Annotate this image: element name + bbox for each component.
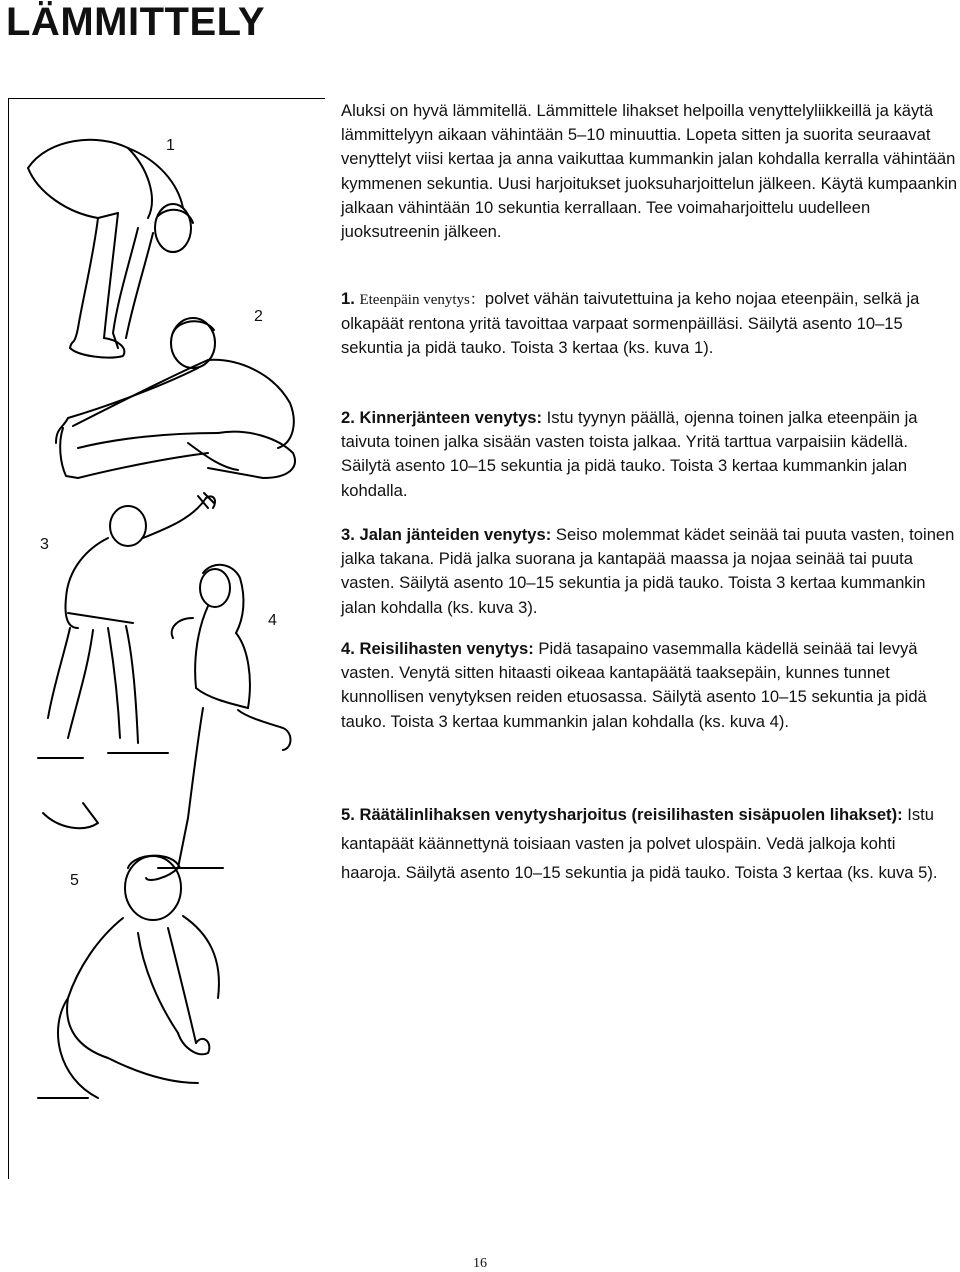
intro-paragraph — [341, 99, 959, 244]
stretch-4 — [341, 637, 959, 734]
figure-label-1: 1 — [166, 137, 175, 154]
intro-text: Aluksi on hyvä lämmitellä. Lämmittele lihakset helpoilla venyttelyliikkeillä ja käytä lämmittelyyn aikaan vähintään 5–10 minuuttia. Lopeta sitten ja suorita seuraavat venyttelyt viisi kertaa ja anna vaikuttaa kummankin jalan kohdalla kerralla vähintään kymmenen sekuntia. Uusi harjoitukset juoksuharjoittelun jälkeen. Käytä kumpaankin jalkaan vähintään 10 sekuntia kerrallaan. Tee voimaharjoittelu uudelleen juoksutreenin jälkeen. — [341, 101, 958, 242]
stretch-5 — [341, 800, 959, 887]
figure-label-5: 5 — [70, 872, 79, 889]
stretch-3 — [341, 523, 959, 620]
figure-3-calf-stretch — [38, 493, 215, 828]
figure-2-seated-stretch — [56, 318, 295, 478]
stretch-4-text: Pidä tasapaino vasemmalla kädellä seinää tai levyä vasten. Venytä sitten hitaasti oikeaa kantapäätä taaksepäin, kunnes tunnet kunnollisen venytyksen reiden etuosassa. Säilytä asento 10–15 sekuntia ja pidä tauko. Toista 3 kertaa kummankin jalan kohdalla (ks. kuva 4). — [341, 639, 927, 731]
stretch-2-number: 2. — [341, 408, 355, 427]
figure-label-3: 3 — [40, 536, 49, 553]
page-title: LÄMMITTELY — [6, 0, 266, 44]
stretch-1-title: Eteenpäin venytys： — [359, 292, 485, 308]
stretch-5-title: Räätälinlihaksen venytysharjoitus (reisilihasten sisäpuolen lihakset): — [359, 805, 903, 824]
figure-label-2: 2 — [254, 308, 263, 325]
stretch-5-text: Istu kantapäät käännettynä toisiaan vasten ja polvet ulospäin. Vedä jalkoja kohti haaroja. Säilytä asento 10–15 sekuntia ja pidä tauko. Toista 3 kertaa (ks. kuva 5). — [341, 805, 938, 882]
figure-label-4: 4 — [268, 612, 277, 629]
stretch-1 — [341, 287, 959, 361]
stretch-2 — [341, 406, 959, 503]
figure-1-forward-bend — [28, 140, 193, 358]
stretch-5-number: 5. — [341, 805, 355, 824]
page-number: 16 — [473, 1256, 487, 1271]
stretch-3-number: 3. — [341, 525, 355, 544]
stretch-3-text: Seiso molemmat kädet seinää tai puuta vasten, toinen jalka takana. Pidä jalka suorana ja kantapää maassa ja nojaa seinää tai puuta vasten. Säilytä asento 10–15 sekuntia ja pidä tauko. Toista 3 kertaa kummankin jalan kohdalla (ks. kuva 3). — [341, 525, 955, 617]
stretch-2-text: Istu tyynyn päällä, ojenna toinen jalka eteenpäin ja taivuta toinen jalka sisään vasten toista jalkaa. Yritä tarttua varpaisiin kädellä. Säilytä asento 10–15 sekuntia ja pidä tauko. Toista 3 kertaa kummankin jalan kohdalla. — [341, 408, 918, 500]
stretching-illustrations — [8, 98, 324, 1178]
stretch-4-number: 4. — [341, 639, 355, 658]
stretch-2-title: Kinnerjänteen venytys: — [359, 408, 543, 427]
figure-5-butterfly-stretch — [38, 856, 219, 1098]
stretch-3-title: Jalan jänteiden venytys: — [359, 525, 552, 544]
stretch-1-number: 1. — [341, 289, 355, 308]
stretch-4-title: Reisilihasten venytys: — [359, 639, 534, 658]
stretch-1-text: polvet vähän taivutettuina ja keho nojaa eteenpäin, selkä ja olkapäät rentona yritä tavoittaa varpaat sormenpäilläsi. Säilytä asento 10–15 sekuntia ja pidä tauko. Toista 3 kertaa (ks. kuva 1). — [341, 289, 920, 358]
